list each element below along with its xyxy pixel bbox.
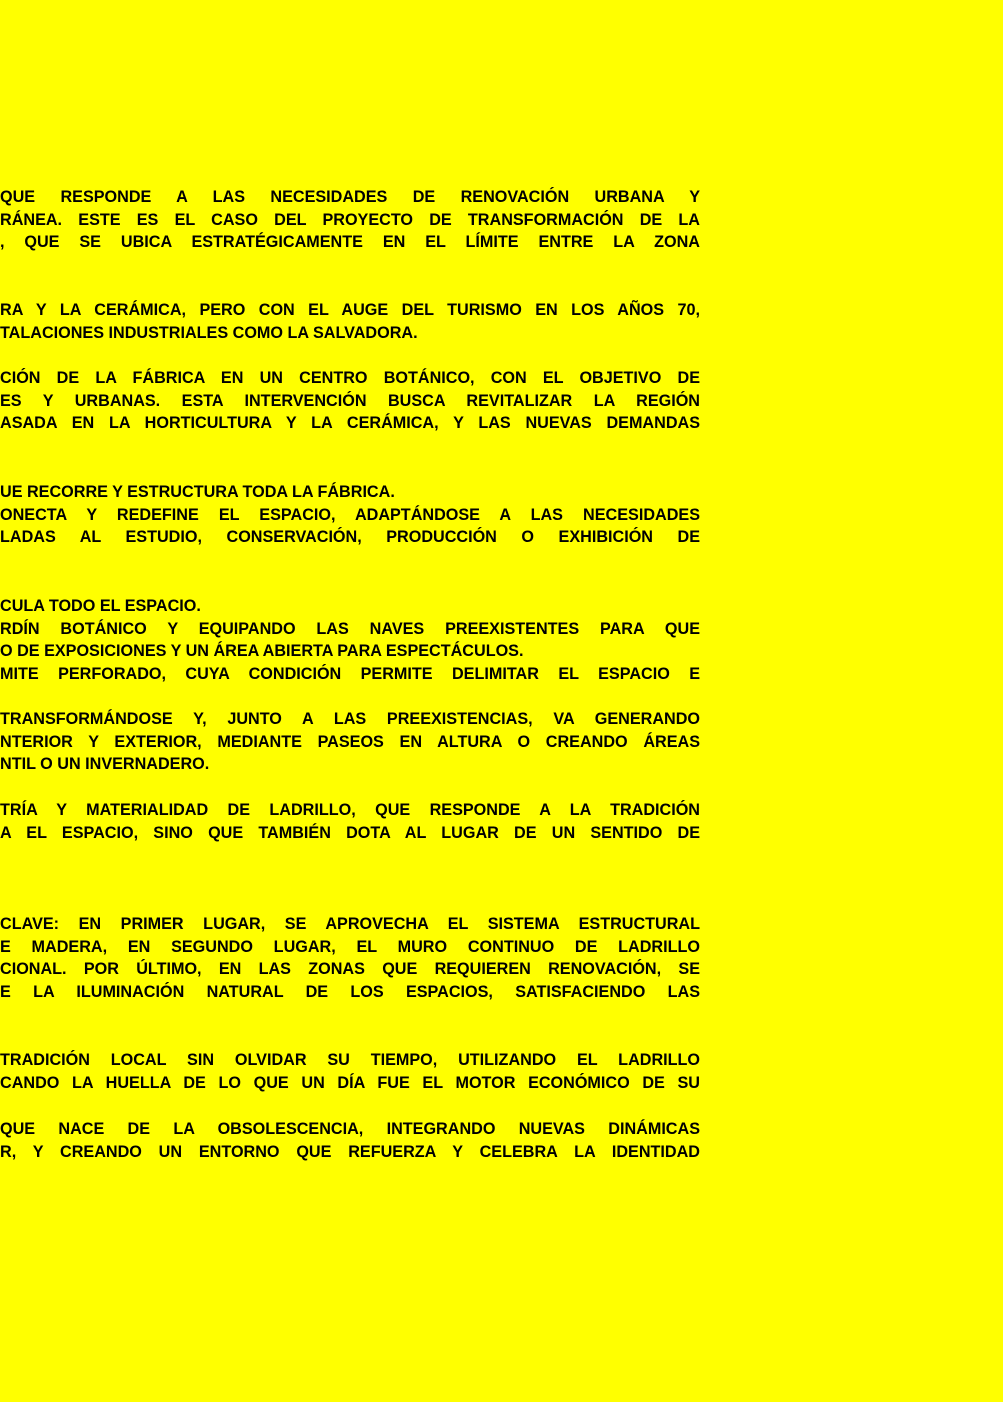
text-line: RÁNEA. ESTE ES EL CASO DEL PROYECTO DE TRANSFORMACIÓN DE LA [0,210,700,229]
text-line: CULA TODO EL ESPACIO. [0,597,201,615]
paragraph [0,1118,700,1163]
text-line: ES Y URBANAS. ESTA INTERVENCIÓN BUSCA REVITALIZAR LA REGIÓN [0,391,700,410]
text-line: QUE NACE DE LA OBSOLESCENCIA, INTEGRANDO NUEVAS DINÁMICAS [0,1120,700,1138]
paragraph [0,481,700,549]
text-line: QUE RESPONDE A LAS NECESIDADES DE RENOVACIÓN URBANA Y [0,188,700,206]
paragraph [0,299,700,344]
paragraph [0,367,700,435]
text-line: CLAVE: EN PRIMER LUGAR, SE APROVECHA EL SISTEMA ESTRUCTURAL [0,915,700,933]
text-line: TALACIONES INDUSTRIALES COMO LA SALVADORA. [0,323,418,342]
text-line: CANDO LA HUELLA DE LO QUE UN DÍA FUE EL MOTOR ECONÓMICO DE SU [0,1073,700,1092]
text-line: O DE EXPOSICIONES Y UN ÁREA ABIERTA PARA ESPECTÁCULOS. [0,642,524,661]
text-line: TRADICIÓN LOCAL SIN OLVIDAR SU TIEMPO, UTILIZANDO EL LADRILLO [0,1051,700,1069]
text-line: TRÍA Y MATERIALIDAD DE LADRILLO, QUE RESPONDE A LA TRADICIÓN [0,801,700,819]
paragraph [0,913,700,1004]
paragraph [0,186,700,254]
text-line: CIÓN DE LA FÁBRICA EN UN CENTRO BOTÁNICO, CON EL OBJETIVO DE [0,369,700,387]
text-line: RDÍN BOTÁNICO Y EQUIPANDO LAS NAVES PREEXISTENTES PARA QUE [0,619,700,638]
text-line: ASADA EN LA HORTICULTURA Y LA CERÁMICA, Y LAS NUEVAS DEMANDAS [0,414,700,433]
text-line: CIONAL. POR ÚLTIMO, EN LAS ZONAS QUE REQUIEREN RENOVACIÓN, SE [0,960,700,979]
text-line: ONECTA Y REDEFINE EL ESPACIO, ADAPTÁNDOSE A LAS NECESIDADES [0,505,700,524]
text-line: E LA ILUMINACIÓN NATURAL DE LOS ESPACIOS, SATISFACIENDO LAS [0,983,700,1002]
paragraph [0,708,700,776]
text-line: TRANSFORMÁNDOSE Y, JUNTO A LAS PREEXISTENCIAS, VA GENERANDO [0,710,700,728]
text-line: NTIL O UN INVERNADERO. [0,755,210,774]
paragraph [0,595,700,686]
text-line: LADAS AL ESTUDIO, CONSERVACIÓN, PRODUCCIÓN O EXHIBICIÓN DE [0,528,700,547]
text-line: RA Y LA CERÁMICA, PERO CON EL AUGE DEL TURISMO EN LOS AÑOS 70, [0,301,700,319]
text-line: , QUE SE UBICA ESTRATÉGICAMENTE EN EL LÍMITE ENTRE LA ZONA [0,233,700,252]
text-line: E MADERA, EN SEGUNDO LUGAR, EL MURO CONTINUO DE LADRILLO [0,937,700,956]
paragraph [0,799,700,844]
paragraph [0,1049,700,1094]
text-line: R, Y CREANDO UN ENTORNO QUE REFUERZA Y CELEBRA LA IDENTIDAD [0,1142,700,1161]
text-line: UE RECORRE Y ESTRUCTURA TODA LA FÁBRICA. [0,483,395,501]
text-line: A EL ESPACIO, SINO QUE TAMBIÉN DOTA AL LUGAR DE UN SENTIDO DE [0,823,700,842]
text-line: NTERIOR Y EXTERIOR, MEDIANTE PASEOS EN ALTURA O CREANDO ÁREAS [0,732,700,751]
text-line: MITE PERFORADO, CUYA CONDICIÓN PERMITE DELIMITAR EL ESPACIO E [0,665,700,684]
